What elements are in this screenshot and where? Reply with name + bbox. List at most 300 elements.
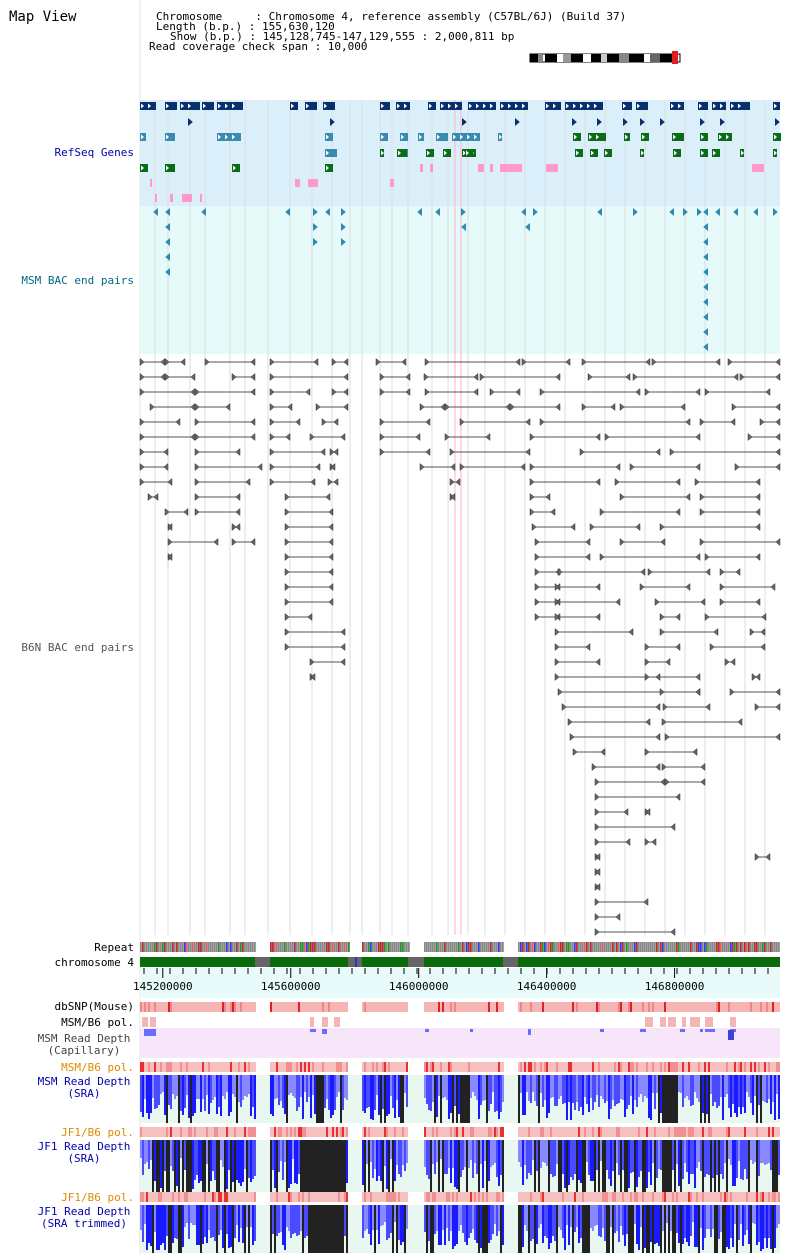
- repeat-feature: [750, 942, 752, 952]
- jf1-depth-trimmed-bar: [712, 1205, 714, 1229]
- msm-depth-sra-bar: [532, 1075, 534, 1092]
- jf1-b6-polymorphism: [276, 1127, 278, 1137]
- jf1-depth-trimmed-bar: [386, 1205, 388, 1240]
- jf1-b6-polymorphism-trimmed: [314, 1192, 316, 1202]
- track-label-refseq[interactable]: RefSeq Genes: [54, 146, 134, 159]
- dbsnp-density: [198, 1002, 200, 1012]
- msm-depth-sra-bar: [438, 1075, 440, 1096]
- jf1-b6-polymorphism: [224, 1127, 226, 1137]
- jf1-b6-polymorphism: [456, 1127, 458, 1137]
- b6n-bac-end: [232, 539, 236, 546]
- dbsnp-density: [272, 1002, 274, 1012]
- jf1-b6-polymorphism-trimmed: [774, 1192, 776, 1202]
- repeat-feature: [196, 942, 198, 952]
- jf1-b6-polymorphism-trimmed: [204, 1192, 206, 1202]
- jf1-b6-polymorphism-trimmed: [770, 1192, 772, 1202]
- msm-depth-sra-bar: [398, 1075, 400, 1117]
- dbsnp-density: [528, 1002, 530, 1012]
- jf1-b6-polymorphism: [756, 1127, 758, 1137]
- jf1-b6-polymorphism: [144, 1127, 146, 1137]
- msm-b6-polymorphism-sra: [374, 1062, 376, 1072]
- jf1-depth-trimmed-bar: [768, 1205, 770, 1238]
- jf1-depth-trimmed-bar: [532, 1205, 534, 1239]
- msm-b6-polymorphism-sra: [380, 1062, 382, 1072]
- msm-b6-polymorphism-sra: [578, 1062, 580, 1072]
- jf1-depth-sra-bar: [294, 1140, 296, 1183]
- msm-b6-polymorphism-sra: [450, 1062, 452, 1072]
- dbsnp-density: [156, 1002, 158, 1012]
- refseq-gene-pink: [170, 194, 173, 202]
- repeat-feature: [486, 942, 488, 952]
- b6n-bac-end: [756, 494, 760, 501]
- track-label-repeat[interactable]: Repeat: [94, 941, 134, 954]
- jf1-depth-sra-bar: [232, 1140, 234, 1182]
- msm-depth-sra-bar: [536, 1075, 538, 1106]
- b6n-bac-end: [676, 479, 680, 486]
- track-label-jf1-depth-sra[interactable]: [28, 1141, 140, 1165]
- dbsnp-density: [400, 1002, 402, 1012]
- repeat-feature: [758, 942, 760, 952]
- jf1-b6-polymorphism-trimmed: [714, 1192, 716, 1202]
- dbsnp-density: [346, 1002, 348, 1012]
- track-label-dbsnp[interactable]: dbSNP(Mouse): [54, 1000, 134, 1013]
- msm-b6-polymorphism-sra: [448, 1062, 450, 1072]
- dbsnp-density: [202, 1002, 204, 1012]
- jf1-depth-sra-bar: [608, 1140, 610, 1179]
- jf1-b6-polymorphism-trimmed: [532, 1192, 534, 1202]
- repeat-feature: [716, 942, 718, 952]
- jf1-b6-polymorphism-trimmed: [382, 1192, 384, 1202]
- dbsnp-density: [770, 1002, 772, 1012]
- msm-b6-polymorphism-sra: [376, 1062, 378, 1072]
- jf1-depth-sra-bar: [740, 1140, 742, 1179]
- dbsnp-density: [238, 1002, 240, 1012]
- msm-depth-sra-bar: [604, 1075, 606, 1103]
- dbsnp-density: [468, 1002, 470, 1012]
- repeat-feature: [218, 942, 220, 952]
- jf1-b6-polymorphism: [762, 1127, 764, 1137]
- dbsnp-density: [496, 1002, 498, 1012]
- msm-b6-polymorphism-sra: [688, 1062, 690, 1072]
- jf1-depth-sra-bar: [228, 1140, 230, 1170]
- jf1-b6-polymorphism: [326, 1127, 328, 1137]
- jf1-b6-polymorphism-trimmed: [216, 1192, 218, 1202]
- msm-b6-polymorphism-sra: [556, 1062, 558, 1072]
- dbsnp-density: [490, 1002, 492, 1012]
- msm-depth-sra-bar: [282, 1075, 284, 1108]
- jf1-b6-polymorphism-trimmed: [296, 1192, 298, 1202]
- jf1-depth-trimmed-bar: [736, 1205, 738, 1253]
- b6n-bac-end: [321, 449, 325, 456]
- jf1-depth-sra-bar: [730, 1140, 732, 1165]
- b6n-bac-end: [195, 404, 199, 411]
- jf1-depth-trimmed-bar: [610, 1205, 612, 1227]
- jf1-b6-polymorphism-trimmed: [674, 1192, 676, 1202]
- jf1-b6-polymorphism: [666, 1127, 668, 1137]
- jf1-depth-sra-bar: [642, 1140, 644, 1192]
- track-label-chromosome[interactable]: chromosome 4: [54, 956, 134, 969]
- msm-depth-sra-bar: [376, 1075, 378, 1095]
- jf1-depth-sra-bar: [454, 1140, 456, 1187]
- track-label-msm-b6-pol-2[interactable]: MSM/B6 pol.: [61, 1061, 134, 1074]
- jf1-b6-polymorphism-trimmed: [476, 1192, 478, 1202]
- b6n-bac-end: [165, 359, 169, 366]
- msm-depth-sra-bar: [272, 1075, 274, 1116]
- track-label-b6n-bac[interactable]: B6N BAC end pairs: [21, 641, 134, 654]
- msm-depth-sra-bar: [592, 1075, 594, 1110]
- jf1-depth-trimmed-bar: [612, 1205, 614, 1253]
- jf1-b6-polymorphism-trimmed: [552, 1192, 554, 1202]
- msm-depth-sra-bar: [642, 1075, 644, 1102]
- jf1-depth-sra-bar: [250, 1140, 252, 1182]
- jf1-b6-polymorphism: [142, 1127, 144, 1137]
- repeat-feature: [450, 942, 452, 952]
- jf1-b6-polymorphism: [426, 1127, 428, 1137]
- b6n-bac-end: [285, 629, 289, 636]
- track-label-jf1-b6-pol-2[interactable]: JF1/B6 pol.: [61, 1191, 134, 1204]
- jf1-b6-polymorphism: [150, 1127, 152, 1137]
- dbsnp-density: [488, 1002, 490, 1012]
- dbsnp-density: [232, 1002, 234, 1012]
- jf1-depth-trimmed-bar: [680, 1205, 682, 1253]
- msm-depth-sra-bar: [682, 1075, 684, 1107]
- repeat-feature: [568, 942, 570, 952]
- msm-depth-sra-bar: [270, 1075, 272, 1114]
- dbsnp-density: [564, 1002, 566, 1012]
- jf1-b6-polymorphism: [174, 1127, 176, 1137]
- b6n-bac-end: [761, 629, 765, 636]
- jf1-depth-sra-bar: [758, 1140, 760, 1176]
- jf1-depth-sra-bar: [452, 1140, 454, 1168]
- jf1-depth-trimmed-bar: [438, 1205, 440, 1245]
- b6n-bac-end: [526, 449, 530, 456]
- jf1-b6-polymorphism: [306, 1127, 308, 1137]
- msm-b6-polymorphism-sra: [566, 1062, 568, 1072]
- dbsnp-density: [464, 1002, 466, 1012]
- jf1-depth-trimmed-bar: [536, 1205, 538, 1244]
- dbsnp-density: [390, 1002, 392, 1012]
- track-label-msm-depth-sra[interactable]: [28, 1076, 140, 1100]
- msm-b6-polymorphism: [668, 1017, 676, 1027]
- b6n-bac-end: [251, 539, 255, 546]
- b6n-bac-end: [661, 779, 665, 786]
- b6n-bac-end: [168, 539, 172, 546]
- b6n-bac-end: [251, 389, 255, 396]
- repeat-feature: [626, 942, 628, 952]
- jf1-b6-polymorphism-trimmed: [366, 1192, 368, 1202]
- b6n-bac-end: [251, 419, 255, 426]
- b6n-bac-end: [616, 464, 620, 471]
- msm-b6-polymorphism-sra: [496, 1062, 498, 1072]
- jf1-depth-sra-bar: [280, 1140, 282, 1161]
- jf1-depth-sra-bar: [618, 1140, 620, 1175]
- msm-b6-polymorphism-sra: [700, 1062, 702, 1072]
- jf1-depth-sra-bar: [718, 1140, 720, 1192]
- jf1-b6-polymorphism-trimmed: [310, 1192, 312, 1202]
- b6n-bac-end: [629, 629, 633, 636]
- jf1-b6-polymorphism-trimmed: [238, 1192, 240, 1202]
- msm-depth-sra-bar: [488, 1075, 490, 1111]
- msm-b6-polymorphism-sra: [596, 1062, 598, 1072]
- jf1-depth-trimmed-bar: [186, 1205, 188, 1223]
- msm-b6-polymorphism-sra: [680, 1062, 682, 1072]
- msm-depth-sra-bar: [706, 1075, 708, 1114]
- jf1-b6-polymorphism-trimmed: [322, 1192, 324, 1202]
- jf1-b6-polymorphism: [374, 1127, 376, 1137]
- msm-b6-polymorphism-sra: [726, 1062, 728, 1072]
- dbsnp-density: [758, 1002, 760, 1012]
- b6n-bac-end: [720, 599, 724, 606]
- jf1-depth-sra-bar: [472, 1140, 474, 1178]
- msm-b6-polymorphism-sra: [552, 1062, 554, 1072]
- repeat-feature: [332, 942, 334, 952]
- jf1-depth-trimmed-bar: [698, 1205, 700, 1253]
- jf1-b6-polymorphism-trimmed: [180, 1192, 182, 1202]
- jf1-depth-sra-bar: [556, 1140, 558, 1164]
- dbsnp-density: [656, 1002, 658, 1012]
- repeat-feature: [692, 942, 694, 952]
- jf1-depth-trimmed-bar: [398, 1205, 400, 1240]
- msm-depth-sra-bar: [242, 1075, 244, 1100]
- msm-depth-sra-bar: [326, 1075, 328, 1099]
- b6n-bac-end: [761, 644, 765, 651]
- msm-depth-sra-bar: [764, 1075, 766, 1102]
- dbsnp-density: [582, 1002, 584, 1012]
- msm-b6-polymorphism-sra: [686, 1062, 688, 1072]
- jf1-depth-trimmed-bar: [394, 1205, 396, 1222]
- track-label-msm-b6-pol-1[interactable]: MSM/B6 pol.: [61, 1016, 134, 1029]
- jf1-b6-polymorphism: [562, 1127, 564, 1137]
- jf1-depth-trimmed-bar: [592, 1205, 594, 1231]
- jf1-b6-polymorphism: [424, 1127, 426, 1137]
- track-label-jf1-b6-pol-1[interactable]: JF1/B6 pol.: [61, 1126, 134, 1139]
- msm-depth-sra-bar: [538, 1075, 540, 1123]
- jf1-b6-polymorphism: [540, 1127, 542, 1137]
- jf1-depth-trimmed-bar: [362, 1205, 364, 1238]
- b6n-bac-end: [236, 494, 240, 501]
- repeat-feature: [184, 942, 186, 952]
- jf1-depth-sra-bar: [364, 1140, 366, 1192]
- jf1-depth-trimmed-bar: [192, 1205, 194, 1225]
- repeat-feature: [632, 942, 634, 952]
- jf1-depth-sra-bar: [448, 1140, 450, 1168]
- b6n-bac-end: [195, 389, 199, 396]
- repeat-feature: [314, 942, 316, 952]
- jf1-b6-polymorphism: [448, 1127, 450, 1137]
- msm-b6-polymorphism-sra: [238, 1062, 240, 1072]
- b6n-bac-end: [521, 464, 525, 471]
- msm-depth-capillary-bar: [700, 1029, 703, 1032]
- msm-b6-polymorphism-sra: [384, 1062, 386, 1072]
- msm-depth-capillary-bar: [705, 1029, 715, 1032]
- msm-b6-polymorphism-sra: [318, 1062, 320, 1072]
- jf1-depth-sra-bar: [582, 1140, 584, 1192]
- dbsnp-density: [292, 1002, 294, 1012]
- jf1-depth-trimmed-bar: [468, 1205, 470, 1238]
- jf1-depth-trimmed-bar: [210, 1205, 212, 1238]
- dbsnp-density: [604, 1002, 606, 1012]
- jf1-b6-polymorphism-trimmed: [586, 1192, 588, 1202]
- track-label-jf1-depth-trimmed[interactable]: [28, 1206, 140, 1230]
- msm-b6-polymorphism-sra: [390, 1062, 392, 1072]
- b6n-bac-end: [425, 359, 429, 366]
- jf1-b6-polymorphism-trimmed: [338, 1192, 340, 1202]
- jf1-b6-polymorphism: [544, 1127, 546, 1137]
- jf1-depth-trimmed-bar: [460, 1205, 462, 1225]
- b6n-bac-end: [140, 419, 144, 426]
- dbsnp-density: [366, 1002, 368, 1012]
- b6n-bac-end: [380, 434, 384, 441]
- dbsnp-density: [532, 1002, 534, 1012]
- dbsnp-density: [572, 1002, 574, 1012]
- repeat-feature: [560, 942, 562, 952]
- jf1-depth-sra-bar: [384, 1140, 386, 1166]
- jf1-depth-trimmed-bar: [596, 1205, 598, 1225]
- jf1-b6-polymorphism-trimmed: [634, 1192, 636, 1202]
- repeat-feature: [366, 942, 368, 952]
- jf1-b6-polymorphism-trimmed: [202, 1192, 204, 1202]
- jf1-depth-sra-bar: [378, 1140, 380, 1176]
- msm-b6-polymorphism-sra: [320, 1062, 322, 1072]
- msm-depth-sra-bar: [436, 1075, 438, 1117]
- jf1-b6-polymorphism: [476, 1127, 478, 1137]
- msm-depth-sra-bar: [150, 1075, 152, 1113]
- jf1-depth-trimmed-bar: [744, 1205, 746, 1235]
- b6n-bac-end: [710, 644, 714, 651]
- repeat-feature: [518, 942, 520, 952]
- jf1-depth-trimmed-bar: [690, 1205, 692, 1236]
- jf1-depth-sra-bar: [186, 1140, 188, 1192]
- jf1-depth-trimmed-bar: [404, 1205, 406, 1253]
- dbsnp-density: [718, 1002, 720, 1012]
- dbsnp-density: [382, 1002, 384, 1012]
- dbsnp-density: [628, 1002, 630, 1012]
- b6n-bac-end: [285, 494, 289, 501]
- dbsnp-density: [324, 1002, 326, 1012]
- b6n-bac-end: [660, 524, 664, 531]
- jf1-depth-trimmed-bar: [660, 1205, 662, 1253]
- jf1-b6-polymorphism: [464, 1127, 466, 1137]
- msm-depth-sra-bar: [176, 1075, 178, 1096]
- repeat-feature: [240, 942, 242, 952]
- repeat-feature: [312, 942, 314, 952]
- b6n-bac-end: [165, 374, 169, 381]
- jf1-depth-sra-bar: [238, 1140, 240, 1183]
- repeat-feature: [592, 942, 594, 952]
- jf1-b6-polymorphism-trimmed: [704, 1192, 706, 1202]
- b6n-bac-end: [700, 509, 704, 516]
- b6n-bac-end: [756, 674, 760, 681]
- b6n-bac-end: [595, 809, 599, 816]
- repeat-feature: [394, 942, 396, 952]
- jf1-b6-polymorphism: [274, 1127, 276, 1137]
- repeat-feature: [572, 942, 574, 952]
- b6n-bac-end: [776, 359, 780, 366]
- jf1-depth-sra-bar: [682, 1140, 684, 1179]
- track-label-msm-depth-capillary[interactable]: [28, 1033, 140, 1057]
- b6n-bac-end: [341, 659, 345, 666]
- jf1-b6-polymorphism: [230, 1127, 232, 1137]
- repeat-feature: [294, 942, 296, 952]
- repeat-feature: [696, 942, 698, 952]
- repeat-feature: [276, 942, 278, 952]
- msm-b6-polymorphism-sra: [714, 1062, 716, 1072]
- dbsnp-density: [482, 1002, 484, 1012]
- jf1-b6-polymorphism-trimmed: [696, 1192, 698, 1202]
- msm-b6-polymorphism-sra: [468, 1062, 470, 1072]
- repeat-feature: [490, 942, 492, 952]
- axis-tick-label: 145200000: [132, 980, 193, 993]
- b6n-bac-end: [686, 584, 690, 591]
- jf1-b6-polymorphism: [218, 1127, 220, 1137]
- b6n-bac-end: [285, 584, 289, 591]
- jf1-depth-trimmed-bar: [392, 1205, 394, 1253]
- msm-b6-polymorphism-sra: [252, 1062, 254, 1072]
- dbsnp-density: [618, 1002, 620, 1012]
- dbsnp-density: [722, 1002, 724, 1012]
- jf1-b6-polymorphism: [394, 1127, 396, 1137]
- msm-depth-sra-bar: [658, 1075, 660, 1123]
- jf1-b6-polymorphism-trimmed: [520, 1192, 522, 1202]
- jf1-depth-trimmed-bar: [628, 1205, 630, 1253]
- dbsnp-density: [308, 1002, 310, 1012]
- jf1-depth-trimmed-bar: [396, 1205, 398, 1253]
- jf1-b6-polymorphism-trimmed: [222, 1192, 224, 1202]
- jf1-b6-polymorphism-trimmed: [388, 1192, 390, 1202]
- jf1-b6-polymorphism: [384, 1127, 386, 1137]
- jf1-depth-trimmed-bar: [654, 1205, 656, 1244]
- jf1-b6-polymorphism: [446, 1127, 448, 1137]
- b6n-bac-end: [662, 719, 666, 726]
- jf1-depth-sra-bar: [208, 1140, 210, 1192]
- msm-b6-polymorphism: [334, 1017, 340, 1027]
- repeat-feature: [686, 942, 688, 952]
- msm-b6-polymorphism-sra: [464, 1062, 466, 1072]
- jf1-depth-trimmed-bar: [714, 1205, 716, 1253]
- jf1-b6-polymorphism-trimmed: [306, 1192, 308, 1202]
- dbsnp-density: [236, 1002, 238, 1012]
- msm-depth-sra-bar: [726, 1075, 728, 1094]
- jf1-depth-trimmed-bar: [226, 1205, 228, 1234]
- jf1-depth-trimmed-bar: [500, 1205, 502, 1253]
- dbsnp-density: [396, 1002, 398, 1012]
- jf1-depth-trimmed-bar: [540, 1205, 542, 1224]
- repeat-feature: [316, 942, 318, 952]
- track-label-msm-bac[interactable]: MSM BAC end pairs: [21, 274, 134, 287]
- jf1-b6-polymorphism-trimmed: [526, 1192, 528, 1202]
- dbsnp-density: [278, 1002, 280, 1012]
- jf1-b6-polymorphism-trimmed: [184, 1192, 186, 1202]
- msm-b6-polymorphism-sra: [668, 1062, 670, 1072]
- b6n-bac-end: [630, 464, 634, 471]
- repeat-feature: [442, 942, 444, 952]
- jf1-b6-polymorphism: [340, 1127, 342, 1137]
- msm-b6-polymorphism-sra: [656, 1062, 658, 1072]
- dbsnp-density: [286, 1002, 288, 1012]
- dbsnp-density: [638, 1002, 640, 1012]
- jf1-depth-sra-bar: [568, 1140, 570, 1185]
- b6n-bac-end: [766, 389, 770, 396]
- msm-depth-sra-bar: [588, 1075, 590, 1112]
- dbsnp-density: [630, 1002, 632, 1012]
- jf1-b6-polymorphism-trimmed: [250, 1192, 252, 1202]
- jf1-depth-sra-bar: [458, 1140, 460, 1192]
- jf1-b6-polymorphism: [546, 1127, 548, 1137]
- dbsnp-density: [196, 1002, 198, 1012]
- msm-b6-polymorphism-sra: [550, 1062, 552, 1072]
- b6n-bac-end: [686, 419, 690, 426]
- dbsnp-density: [502, 1002, 504, 1012]
